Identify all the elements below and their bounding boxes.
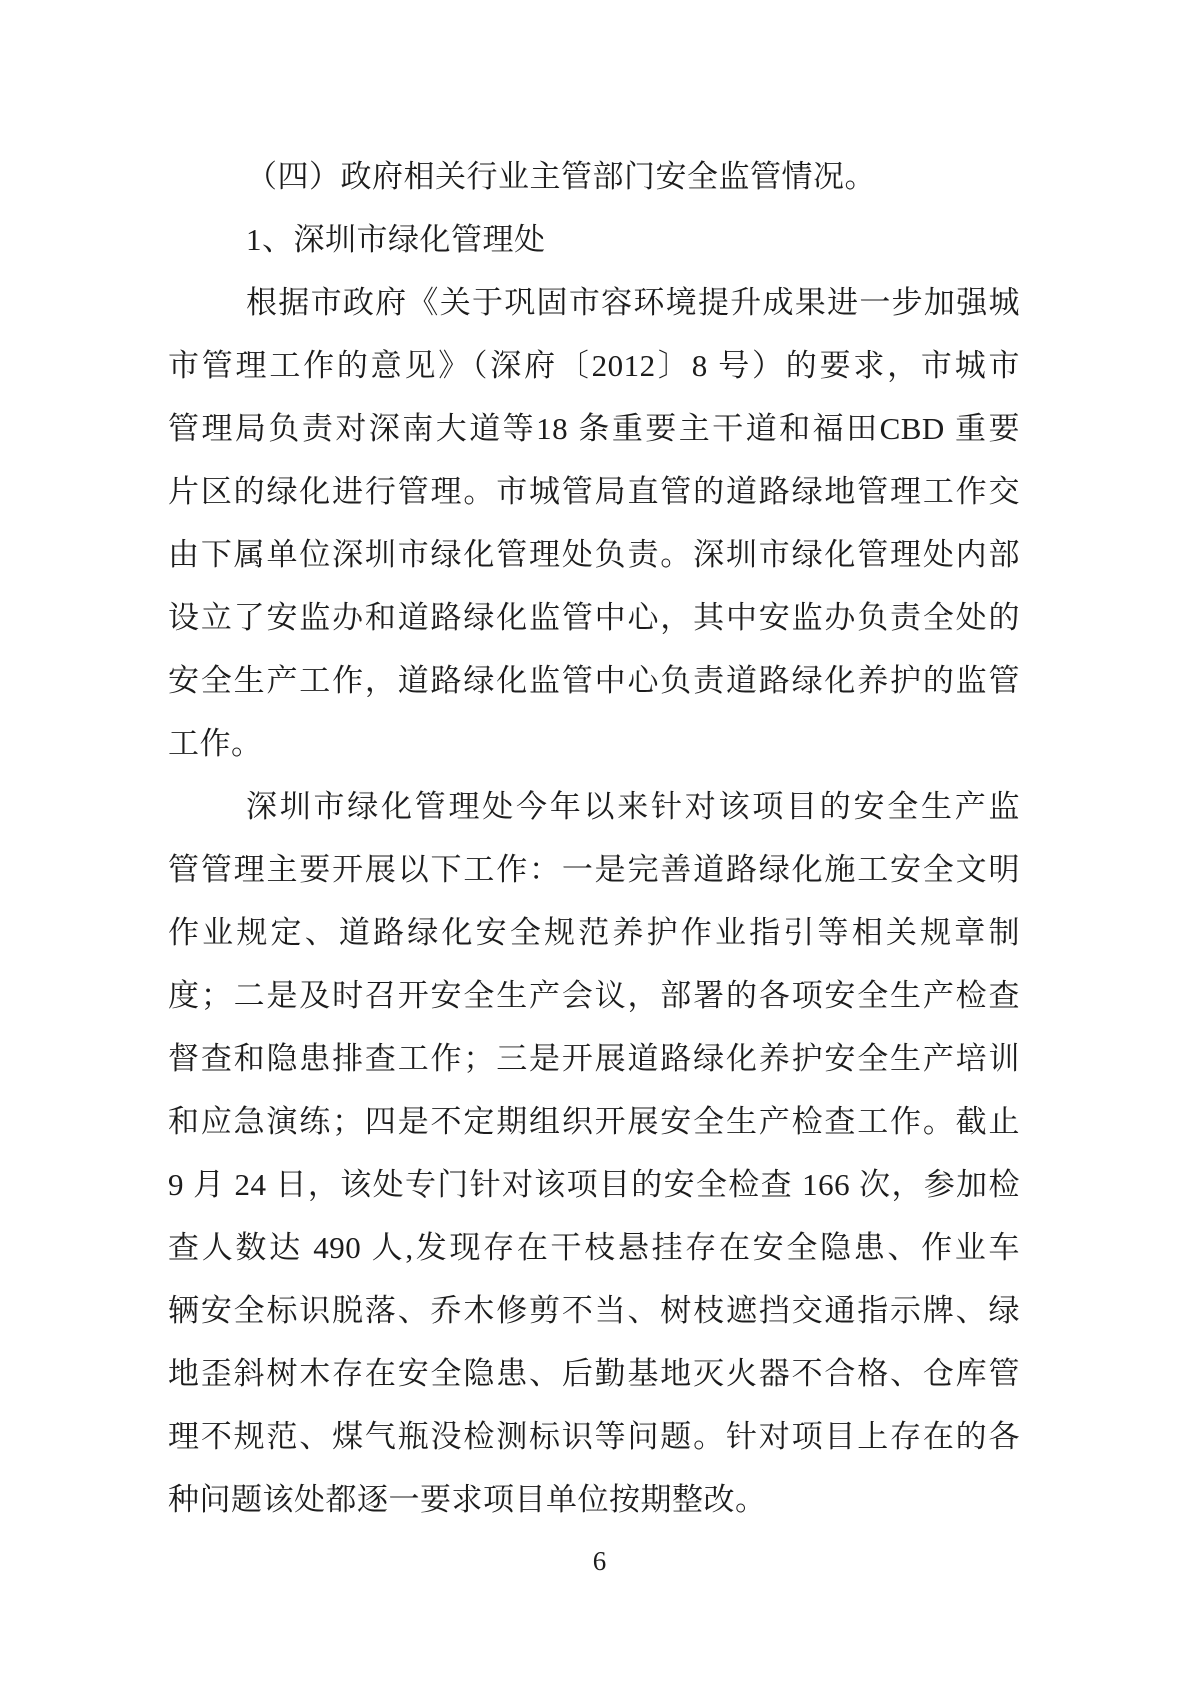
text-line: 种问题该处都逐一要求项目单位按期整改。 [168, 1482, 767, 1517]
text-line: 地歪斜树木存在安全隐患、后勤基地灭火器不合格、仓库管 [168, 1356, 1020, 1391]
text-line: 作业规定、道路绿化安全规范养护作业指引等相关规章制 [168, 915, 1020, 950]
text-line: 片区的绿化进行管理。市城管局直管的道路绿地管理工作交 [168, 474, 1020, 509]
text-line: 根据市政府《关于巩固市容环境提升成果进一步加强城 [246, 285, 1020, 320]
text-line: 工作。 [168, 726, 263, 761]
text-line: 9 月 24 日，该处专门针对该项目的安全检查 166 次，参加检 [168, 1167, 1020, 1202]
text-block [168, 145, 1020, 1531]
text-line: 度；二是及时召开安全生产会议，部署的各项安全生产检查 [168, 978, 1020, 1013]
text-line: 辆安全标识脱落、乔木修剪不当、树枝遮挡交通指示牌、绿 [168, 1293, 1020, 1328]
text-line: 管理局负责对深南大道等18 条重要主干道和福田CBD 重要 [168, 411, 1020, 446]
text-line: 市管理工作的意见》（深府〔2012〕8 号）的要求，市城市 [168, 348, 1020, 383]
text-line: 由下属单位深圳市绿化管理处负责。深圳市绿化管理处内部 [168, 537, 1020, 572]
text-line: 查人数达 490 人,发现存在干枝悬挂存在安全隐患、作业车 [168, 1230, 1020, 1265]
section-heading: （四）政府相关行业主管部门安全监管情况。 [246, 159, 876, 194]
text-line: 督查和隐患排查工作；三是开展道路绿化养护安全生产培训 [168, 1041, 1020, 1076]
page-number: 6 [592, 1546, 607, 1576]
text-line: 管管理主要开展以下工作：一是完善道路绿化施工安全文明 [168, 852, 1020, 887]
text-line: 设立了安监办和道路绿化监管中心，其中安监办负责全处的 [168, 600, 1020, 635]
text-line: 安全生产工作，道路绿化监管中心负责道路绿化养护的监管 [168, 663, 1020, 698]
section-subheading: 1、深圳市绿化管理处 [246, 222, 546, 257]
text-line: 深圳市绿化管理处今年以来针对该项目的安全生产监 [246, 789, 1020, 824]
text-line: 理不规范、煤气瓶没检测标识等问题。针对项目上存在的各 [168, 1419, 1020, 1454]
text-line: 和应急演练；四是不定期组织开展安全生产检查工作。截止 [168, 1104, 1020, 1139]
